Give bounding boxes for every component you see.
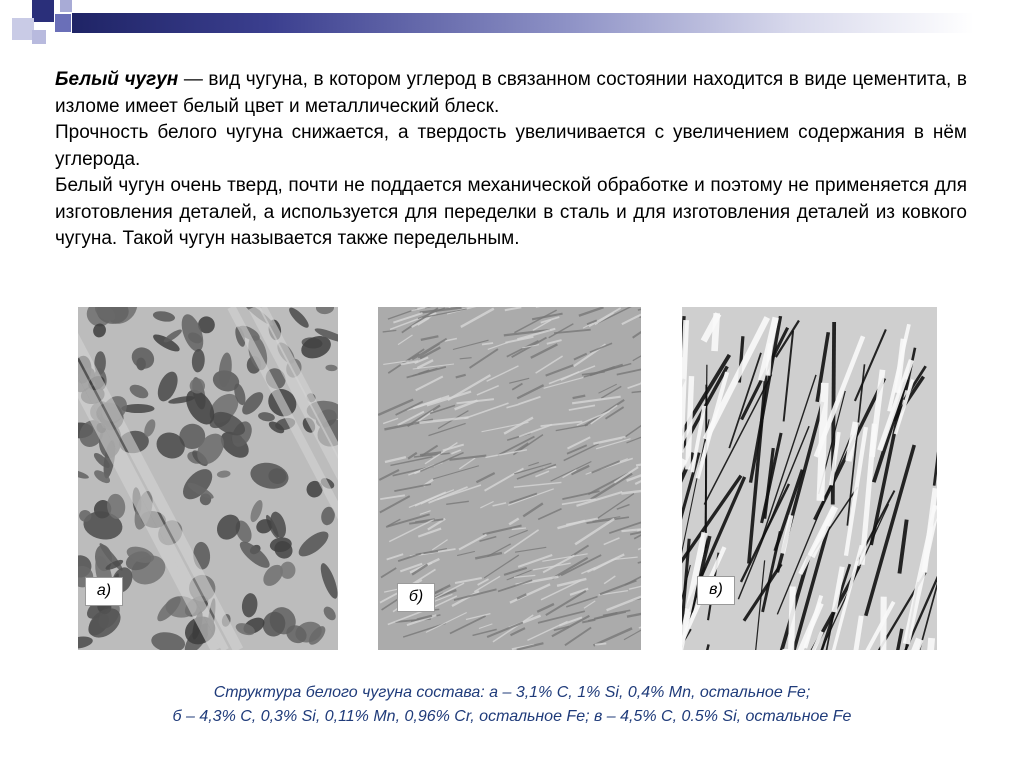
- header-square-mid: [55, 14, 71, 32]
- term-white-cast-iron: Белый чугун: [55, 69, 179, 90]
- figure-caption: [60, 681, 964, 729]
- header-square-pale: [32, 30, 46, 44]
- paragraph-usage: Белый чугун очень тверд, почти не поддается механической обработке и поэтому не применяется для изготовления деталей, а используется для переделки в сталь и для изготовления деталей из ковкого чугуна. Такой чугун называется также передельным.: [55, 175, 967, 249]
- paragraph-strength: Прочность белого чугуна снижается, а твердость увеличивается с увеличением содержания в нём углерода.: [55, 122, 967, 170]
- body-text: [55, 67, 967, 253]
- micrograph-label-a: а): [85, 577, 123, 606]
- caption-line-2: б – 4,3% C, 0,3% Si, 0,11% Mn, 0,96% Cr, остальное Fe; в – 4,5% C, 0.5% Si, остальное Fe: [172, 708, 852, 725]
- micrograph-label-c: в): [697, 576, 735, 605]
- header-square-small: [60, 0, 72, 12]
- header-square-dark: [32, 0, 54, 22]
- slide-header-decoration: [0, 0, 1024, 60]
- micrograph-label-b: б): [397, 583, 435, 612]
- caption-line-1: Структура белого чугуна состава: а – 3,1% C, 1% Si, 0,4% Mn, остальное Fe;: [213, 684, 811, 701]
- paragraph-definition: [55, 67, 967, 120]
- definition-text: — вид чугуна, в котором углерод в связанном состоянии находится в виде цементита, в изломе имеет белый цвет и металлический блеск.: [55, 69, 967, 117]
- header-square-light: [12, 18, 34, 40]
- header-gradient-bar: [72, 13, 974, 33]
